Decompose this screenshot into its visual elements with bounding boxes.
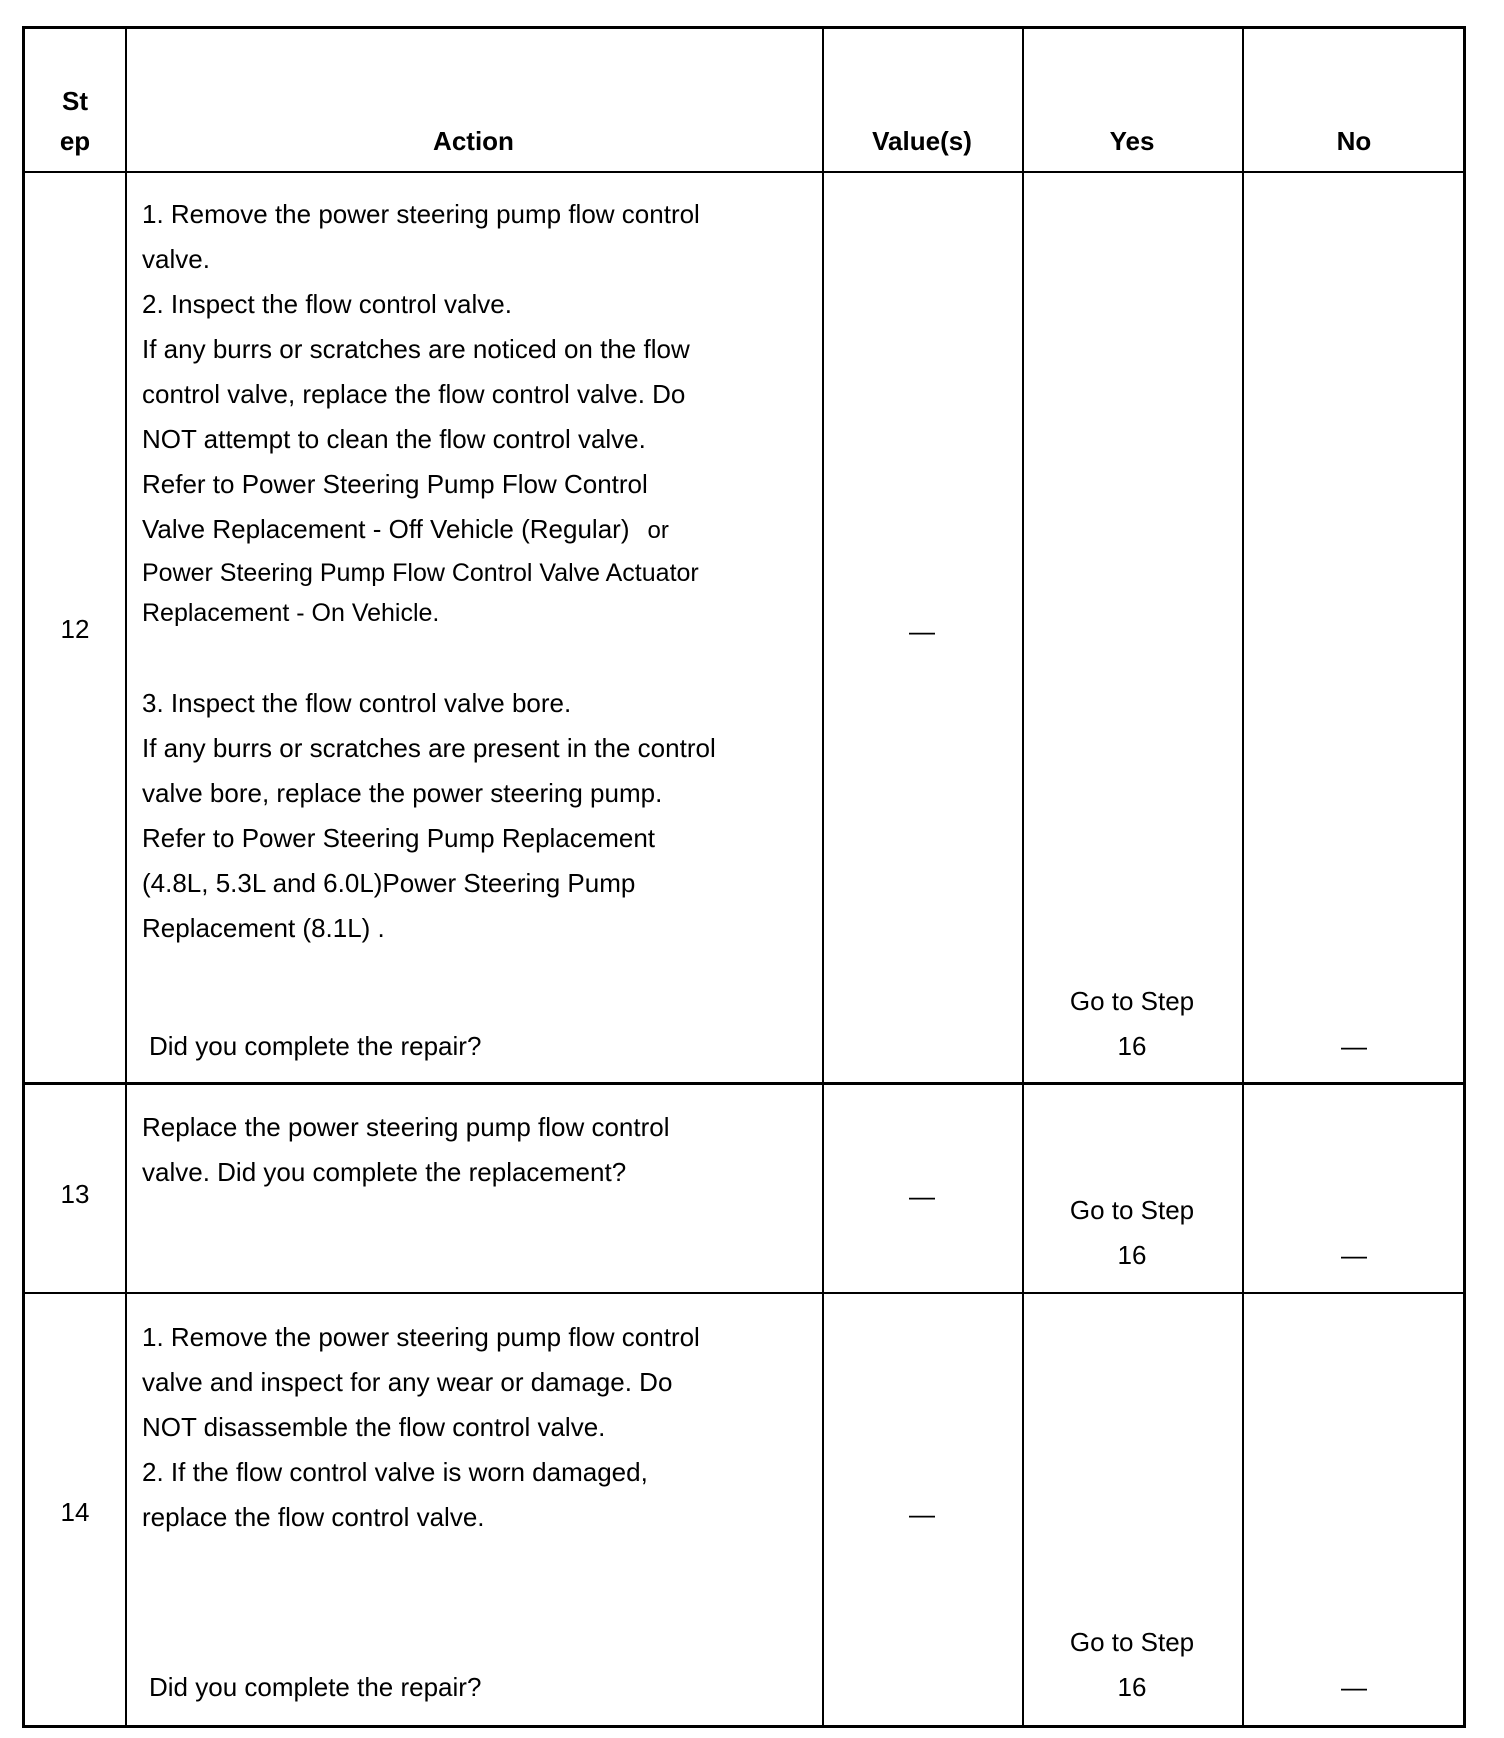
row-divider <box>25 1292 1463 1294</box>
row-14-yes <box>1022 1620 1242 1710</box>
action-line: Power Steering Pump Flow Control Valve Actuator <box>142 559 699 587</box>
row-14-values: — <box>909 1499 935 1529</box>
or-text: or <box>647 517 669 544</box>
yes-line: 16 <box>1117 1672 1147 1702</box>
action-line: Replace the power steering pump flow control <box>142 1112 670 1142</box>
action-line: replace the flow control valve. <box>142 1502 485 1532</box>
column-divider <box>1022 29 1024 1725</box>
row-14-step: 14 <box>60 1497 90 1527</box>
column-divider <box>822 29 824 1725</box>
action-line: Replacement - On Vehicle. <box>142 599 440 627</box>
diagnostic-table <box>22 26 1466 1728</box>
row-13-action <box>142 1105 812 1195</box>
header-step <box>25 81 125 161</box>
action-line: control valve, replace the flow control valve. Do <box>142 379 686 409</box>
action-line: 3. Inspect the flow control valve bore. <box>142 688 572 718</box>
action-line: NOT attempt to clean the flow control valve. <box>142 424 646 454</box>
yes-line: 16 <box>1117 1240 1147 1270</box>
yes-line: Go to Step <box>1069 1195 1195 1225</box>
row-14-question: Did you complete the repair? <box>149 1672 482 1702</box>
row-12-step: 12 <box>60 614 90 644</box>
reference-link-text: Valve Replacement - Off Vehicle (Regular) <box>142 514 630 544</box>
yes-line: Go to Step <box>1069 986 1195 1016</box>
action-line: valve and inspect for any wear or damage. Do <box>142 1367 673 1397</box>
action-line: 2. If the flow control valve is worn damaged, <box>142 1457 648 1487</box>
yes-line: 16 <box>1117 1031 1147 1061</box>
action-line: NOT disassemble the flow control valve. <box>142 1412 606 1442</box>
row-13-step: 13 <box>60 1179 90 1209</box>
row-12-action <box>142 192 812 951</box>
row-14-no: — <box>1341 1672 1367 1702</box>
action-line: If any burrs or scratches are noticed on the flow <box>142 334 690 364</box>
action-line: 1. Remove the power steering pump flow control <box>142 199 700 229</box>
row-13-no: — <box>1341 1240 1367 1270</box>
header-values: Value(s) <box>872 126 972 156</box>
row-14-action <box>142 1315 812 1540</box>
row-divider <box>25 1082 1463 1085</box>
action-line: If any burrs or scratches are present in the control <box>142 733 716 763</box>
action-line: 1. Remove the power steering pump flow control <box>142 1322 700 1352</box>
header-action: Action <box>433 126 514 156</box>
action-line: valve. <box>142 244 210 274</box>
action-line: valve. Did you complete the replacement? <box>142 1157 627 1187</box>
row-13-yes <box>1022 1188 1242 1278</box>
header-yes: Yes <box>1109 126 1155 156</box>
action-line: Refer to Power Steering Pump Replacement <box>142 823 656 853</box>
row-12-question: Did you complete the repair? <box>149 1031 482 1061</box>
action-line <box>142 507 812 553</box>
row-13-values: — <box>909 1181 935 1211</box>
action-line: Refer to Power Steering Pump Flow Control <box>142 469 648 499</box>
header-step-line2: ep <box>59 126 91 156</box>
action-line: Replacement (8.1L) . <box>142 913 385 943</box>
action-line: (4.8L, 5.3L and 6.0L)Power Steering Pump <box>142 868 636 898</box>
row-divider <box>25 171 1463 173</box>
row-12-yes <box>1022 979 1242 1069</box>
spacer <box>142 633 812 681</box>
action-line: valve bore, replace the power steering pump. <box>142 778 663 808</box>
row-12-values: — <box>909 616 935 646</box>
yes-line: Go to Step <box>1069 1627 1195 1657</box>
header-step-line1: St <box>62 86 88 116</box>
header-no: No <box>1336 126 1372 156</box>
column-divider <box>1242 29 1244 1725</box>
column-divider <box>125 29 127 1725</box>
row-12-no: — <box>1341 1031 1367 1061</box>
action-line: 2. Inspect the flow control valve. <box>142 289 512 319</box>
